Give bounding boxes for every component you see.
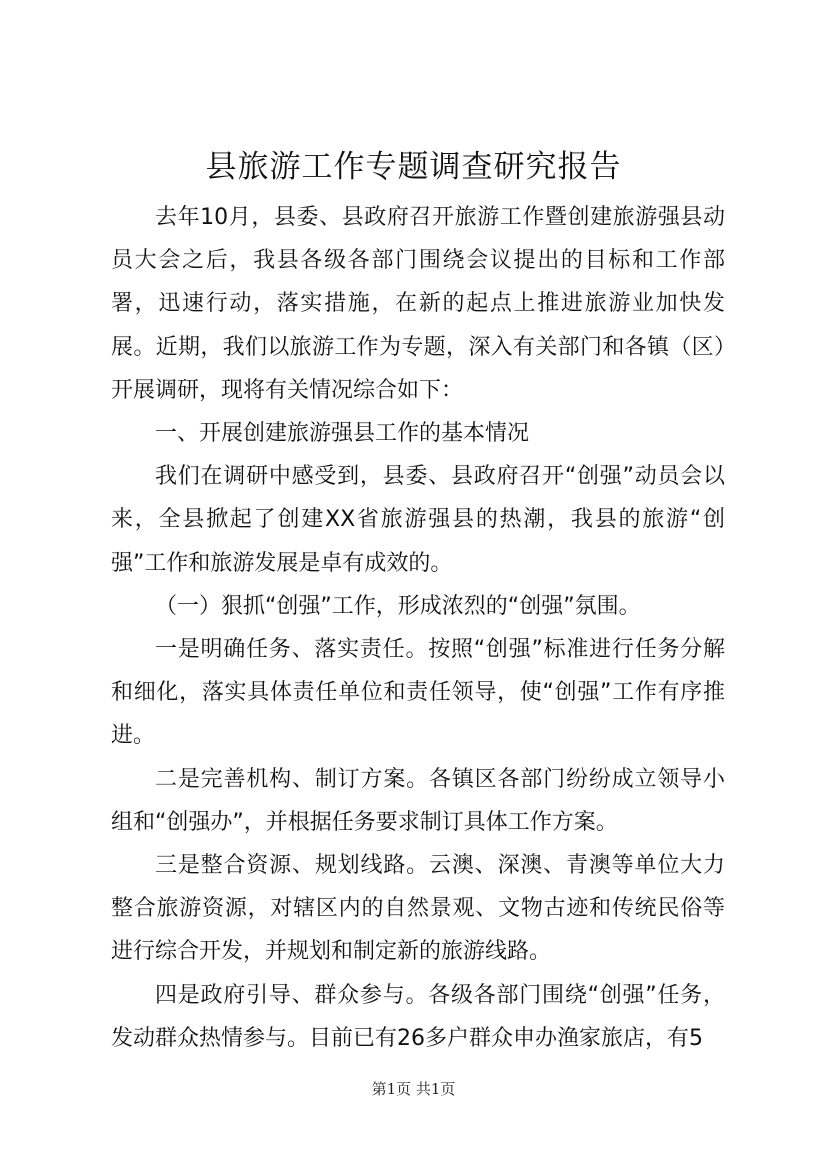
section-heading-1: 一、开展创建旅游强县工作的基本情况 xyxy=(155,421,530,447)
paragraph-summary: 我们在调研中感受到，县委、县政府召开“创强”动员会以来，全县掀起了创建XX省旅游强县的热潮，我县的旅游“创强”工作和旅游发展是卓有成效的。 xyxy=(111,464,725,576)
paragraph-intro: 去年10月，县委、县政府召开旅游工作暨创建旅游强县动员大会之后，我县各级各部门围绕会议提出的目标和工作部署，迅速行动，落实措施，在新的起点上推进旅游业加快发展。近期，我们以旅游工作为专题，深入有关部门和各镇（区）开展调研，现将有关情况综合如下： xyxy=(111,205,725,403)
paragraph-item-3: 三是整合资源、规划线路。云澳、深澳、青澳等单位大力整合旅游资源，对辖区内的自然景观、文物古迹和传统民俗等进行综合开发，并规划和制定新的旅游线路。 xyxy=(111,853,725,965)
document-body xyxy=(111,196,725,1060)
paragraph-item-2: 二是完善机构、制订方案。各镇区各部门纷纷成立领导小组和“创强办”，并根据任务要求制订具体工作方案。 xyxy=(111,766,725,835)
document-title: 县旅游工作专题调查研究报告 xyxy=(205,149,622,185)
paragraph-item-1: 一是明确任务、落实责任。按照“创强”标准进行任务分解和细化，落实具体责任单位和责任领导，使“创强”工作有序推进。 xyxy=(111,637,725,749)
subsection-heading-1: （一）狠抓“创强”工作，形成浓烈的“创强”氛围。 xyxy=(155,593,641,619)
page-footer: 第1页 共1页 xyxy=(371,1080,456,1098)
paragraph-item-4: 四是政府引导、群众参与。各级各部门围绕“创强”任务，发动群众热情参与。目前已有26多户群众申办渔家旅店，有5 xyxy=(111,982,725,1051)
